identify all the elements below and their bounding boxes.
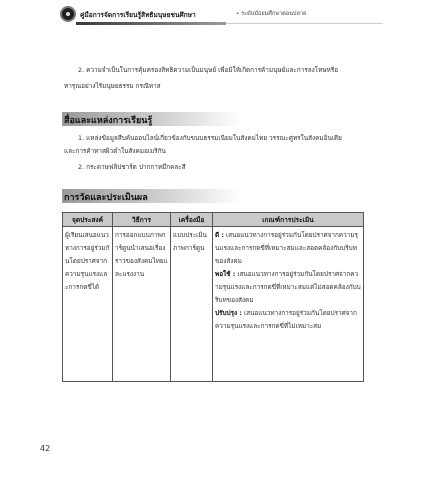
criteria-improve-label: ปรับปรุง : — [215, 309, 242, 317]
criteria-fair-label: พอใช้ : — [215, 270, 236, 278]
criteria-improve — [215, 307, 361, 333]
criteria-fair — [215, 268, 361, 307]
header-title: คู่มือการจัดการเรียนรู้สิทธิมนุษยชนศึกษา — [80, 11, 196, 19]
table-header-row — [63, 213, 364, 227]
header-rule-accent — [76, 22, 226, 25]
criteria-fair-text: เสนอแนวทางการอยู่ร่วมกันโดยปราศจากความรุนแรงและการกดขี่ที่เหมาะสมแต่ไม่สอดคล้องกับบริบทของสังคม — [215, 270, 361, 304]
header-method: วิธีการ — [113, 213, 171, 227]
cell-criteria — [213, 227, 364, 382]
objective-item: 2. ความจำเป็นในการคุ้มครองสิทธิความเป็นมนุษย์ เพื่อมิให้เกิดการค้ามนุษย์และการลงโทษหรือ — [78, 66, 339, 74]
criteria-improve-text: เสนอแนวทางการอยู่ร่วมกันโดยปราศจากความรุนแรงและการกดขี่ที่ไม่เหมาะสม — [215, 309, 357, 330]
header-subtitle: • ระดับมัธยมศึกษาตอนปลาย — [236, 11, 307, 17]
cell-method: การออกแบบภาพการ์ตูนนำเสนอเรื่องราวของสังคมไทยและแรงงาน — [113, 227, 171, 382]
resources-heading-text: สื่อและแหล่งการเรียนรู้ — [64, 116, 153, 126]
resource-item-2: 2. กระดาษฟลิปชาร์ต ปากกาหมึกคละสี — [78, 163, 186, 171]
cell-tool: แบบประเมินภาพการ์ตูน — [171, 227, 213, 382]
header-criteria: เกณฑ์การประเมิน — [213, 213, 364, 227]
assessment-heading-text: การวัดและประเมินผล — [64, 193, 148, 203]
criteria-good — [215, 229, 361, 268]
assessment-table — [62, 212, 364, 382]
criteria-good-label: ดี : — [215, 231, 224, 239]
table-row — [63, 227, 364, 382]
resource-item-1: 1. แหล่งข้อมูลสืบค้นออนไลน์เกี่ยวข้องกับขนบธรรมเนียมในสังคมไทย วรรณะศูทรในสังคมอินเดีย — [78, 134, 342, 142]
header-objective: จุดประสงค์ — [63, 213, 113, 227]
cell-objective: ผู้เรียนเสนอแนวทางการอยู่ร่วมกันโดยปราศจากความรุนแรงและการกดขี่ได้ — [63, 227, 113, 382]
header-logo — [60, 6, 76, 22]
objective-item-continued: ทารุณอย่างไร้มนุษยธรรม กรณีทาส — [64, 82, 161, 90]
criteria-good-text: เสนอแนวทางการอยู่ร่วมกันโดยปราศจากความรุนแรงและการกดขี่ที่เหมาะสมและสอดคล้องกับบริบทของสังคม — [215, 231, 358, 265]
resources-heading — [62, 112, 242, 126]
page-number: 42 — [40, 444, 51, 453]
assessment-heading — [62, 189, 242, 203]
header-tool: เครื่องมือ — [171, 213, 213, 227]
resource-item-1-continued: และการค้าทาสผิวดำในสังคมอเมริกัน — [64, 147, 166, 155]
